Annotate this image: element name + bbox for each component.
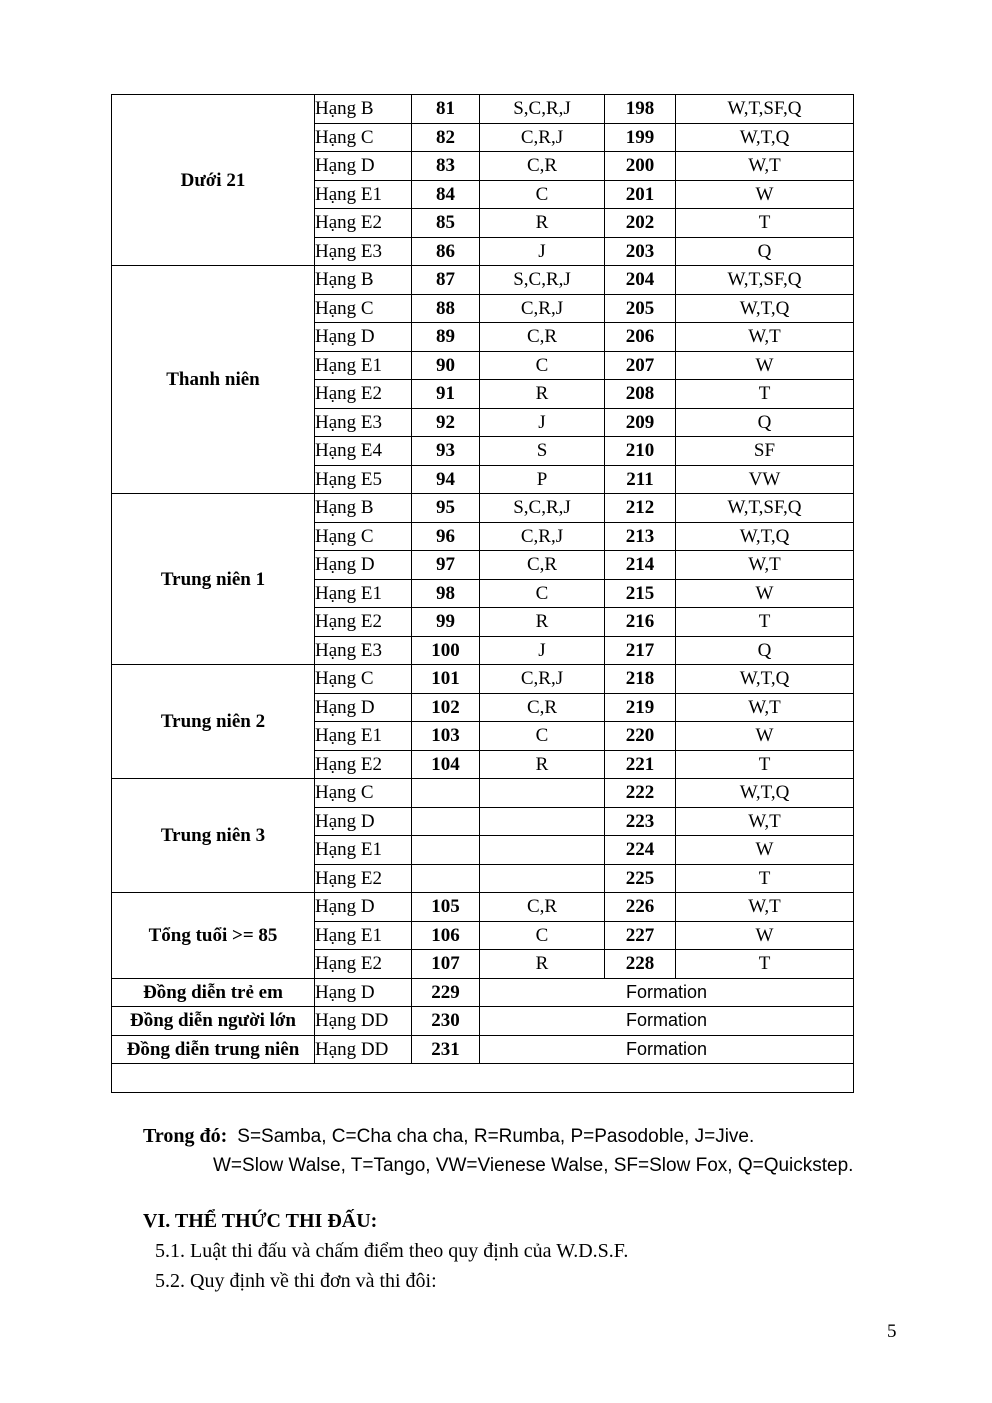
age-group-cell: Dưới 21 (112, 95, 315, 266)
table-row (112, 494, 854, 523)
standard-dances-cell: W,T (676, 893, 854, 922)
standard-event-code-cell: 226 (605, 893, 676, 922)
latin-dances-cell: C (480, 921, 605, 950)
class-cell: Hạng E1 (315, 351, 412, 380)
section-paragraph-2: 5.2. Quy định về thi đơn và thi đôi: (155, 1270, 437, 1292)
age-group-cell: Thanh niên (112, 266, 315, 494)
class-cell: Hạng E2 (315, 750, 412, 779)
standard-dances-cell: W,T,Q (676, 123, 854, 152)
standard-event-code-cell: 217 (605, 636, 676, 665)
class-cell: Hạng B (315, 95, 412, 124)
class-cell: Hạng E1 (315, 579, 412, 608)
legend (143, 1125, 754, 1148)
standard-event-code-cell: 201 (605, 180, 676, 209)
class-cell: Hạng DD (315, 1007, 412, 1036)
section-heading: VI. THỂ THỨC THI ĐẤU: (143, 1210, 378, 1232)
latin-event-code-cell: 82 (412, 123, 480, 152)
standard-event-code-cell: 212 (605, 494, 676, 523)
standard-dances-cell: W,T,SF,Q (676, 266, 854, 295)
standard-dances-cell: T (676, 380, 854, 409)
latin-dances-cell: R (480, 380, 605, 409)
latin-event-code-cell: 97 (412, 551, 480, 580)
age-group-cell: Trung niên 2 (112, 665, 315, 779)
formation-name-cell: Đồng diễn trung niên (112, 1035, 315, 1064)
latin-dances-cell: R (480, 209, 605, 238)
standard-dances-cell: W,T,SF,Q (676, 494, 854, 523)
standard-event-code-cell: 209 (605, 408, 676, 437)
standard-dances-cell: W,T (676, 152, 854, 181)
standard-dances-cell: SF (676, 437, 854, 466)
standard-dances-cell: W (676, 579, 854, 608)
standard-event-code-cell: 218 (605, 665, 676, 694)
table-row (112, 665, 854, 694)
latin-event-code-cell: 85 (412, 209, 480, 238)
class-cell: Hạng C (315, 123, 412, 152)
legend-line-2: W=Slow Walse, T=Tango, VW=Vienese Walse, SF=Slow Fox, Q=Quickstep. (213, 1155, 854, 1176)
latin-dances-cell: J (480, 237, 605, 266)
latin-dances-cell: C,R,J (480, 665, 605, 694)
standard-event-code-cell: 199 (605, 123, 676, 152)
latin-dances-cell: C,R (480, 893, 605, 922)
class-cell: Hạng B (315, 494, 412, 523)
latin-dances-cell: R (480, 608, 605, 637)
latin-dances-cell: S,C,R,J (480, 266, 605, 295)
standard-dances-cell: W,T (676, 323, 854, 352)
standard-dances-cell: T (676, 864, 854, 893)
formation-code-cell: 230 (412, 1007, 480, 1036)
standard-event-code-cell: 204 (605, 266, 676, 295)
latin-event-code-cell: 92 (412, 408, 480, 437)
latin-event-code-cell: 87 (412, 266, 480, 295)
latin-event-code-cell: 84 (412, 180, 480, 209)
standard-dances-cell: W,T,Q (676, 294, 854, 323)
standard-event-code-cell: 221 (605, 750, 676, 779)
latin-event-code-cell: 86 (412, 237, 480, 266)
standard-event-code-cell: 222 (605, 779, 676, 808)
standard-event-code-cell: 224 (605, 836, 676, 865)
class-cell: Hạng B (315, 266, 412, 295)
legend-line-1: S=Samba, C=Cha cha cha, R=Rumba, P=Pasodoble, J=Jive. (237, 1126, 755, 1147)
latin-dances-cell (480, 864, 605, 893)
standard-event-code-cell: 213 (605, 522, 676, 551)
standard-dances-cell: Q (676, 237, 854, 266)
age-group-cell: Tổng tuổi >= 85 (112, 893, 315, 979)
standard-event-code-cell: 208 (605, 380, 676, 409)
table-row (112, 893, 854, 922)
latin-dances-cell: C (480, 180, 605, 209)
standard-event-code-cell: 211 (605, 465, 676, 494)
latin-dances-cell: C (480, 722, 605, 751)
standard-dances-cell: W (676, 836, 854, 865)
formation-code-cell: 229 (412, 978, 480, 1007)
standard-dances-cell: W (676, 351, 854, 380)
empty-row (112, 1064, 854, 1093)
standard-dances-cell: Q (676, 636, 854, 665)
class-cell: Hạng D (315, 807, 412, 836)
class-cell: Hạng C (315, 522, 412, 551)
latin-dances-cell: C,R (480, 693, 605, 722)
standard-event-code-cell: 198 (605, 95, 676, 124)
latin-event-code-cell: 103 (412, 722, 480, 751)
latin-dances-cell (480, 836, 605, 865)
standard-dances-cell: T (676, 608, 854, 637)
latin-event-code-cell: 107 (412, 950, 480, 979)
standard-dances-cell: VW (676, 465, 854, 494)
class-cell: Hạng E3 (315, 408, 412, 437)
class-cell: Hạng E5 (315, 465, 412, 494)
latin-dances-cell: C,R,J (480, 294, 605, 323)
latin-event-code-cell (412, 836, 480, 865)
latin-event-code-cell: 94 (412, 465, 480, 494)
latin-dances-cell: C,R (480, 152, 605, 181)
class-cell: Hạng D (315, 152, 412, 181)
latin-event-code-cell: 98 (412, 579, 480, 608)
latin-event-code-cell: 105 (412, 893, 480, 922)
class-cell: Hạng D (315, 323, 412, 352)
legend-label: Trong đó: (143, 1125, 228, 1147)
latin-event-code-cell: 99 (412, 608, 480, 637)
standard-dances-cell: W (676, 921, 854, 950)
latin-event-code-cell: 93 (412, 437, 480, 466)
latin-event-code-cell: 100 (412, 636, 480, 665)
class-cell: Hạng C (315, 779, 412, 808)
standard-dances-cell: T (676, 209, 854, 238)
formation-type-cell: Formation (480, 1035, 854, 1064)
class-cell: Hạng E2 (315, 864, 412, 893)
standard-event-code-cell: 216 (605, 608, 676, 637)
standard-event-code-cell: 219 (605, 693, 676, 722)
class-cell: Hạng E2 (315, 380, 412, 409)
standard-dances-cell: W,T (676, 551, 854, 580)
class-cell: Hạng E3 (315, 636, 412, 665)
standard-dances-cell: W (676, 180, 854, 209)
standard-dances-cell: Q (676, 408, 854, 437)
latin-event-code-cell: 106 (412, 921, 480, 950)
formation-row (112, 1007, 854, 1036)
formation-row (112, 1035, 854, 1064)
class-cell: Hạng E2 (315, 950, 412, 979)
table-row (112, 95, 854, 124)
standard-event-code-cell: 223 (605, 807, 676, 836)
latin-dances-cell: C,R (480, 323, 605, 352)
latin-event-code-cell: 83 (412, 152, 480, 181)
formation-name-cell: Đồng diễn người lớn (112, 1007, 315, 1036)
class-cell: Hạng C (315, 665, 412, 694)
latin-event-code-cell: 101 (412, 665, 480, 694)
age-group-cell: Trung niên 3 (112, 779, 315, 893)
latin-event-code-cell: 88 (412, 294, 480, 323)
class-cell: Hạng E2 (315, 209, 412, 238)
standard-event-code-cell: 225 (605, 864, 676, 893)
standard-dances-cell: W,T,Q (676, 522, 854, 551)
latin-dances-cell: R (480, 750, 605, 779)
standard-dances-cell: T (676, 750, 854, 779)
latin-event-code-cell: 89 (412, 323, 480, 352)
standard-event-code-cell: 205 (605, 294, 676, 323)
standard-dances-cell: W,T,SF,Q (676, 95, 854, 124)
section-paragraph-1: 5.1. Luật thi đấu và chấm điểm theo quy định của W.D.S.F. (155, 1240, 629, 1262)
standard-event-code-cell: 215 (605, 579, 676, 608)
standard-dances-cell: W,T,Q (676, 779, 854, 808)
latin-dances-cell: S,C,R,J (480, 494, 605, 523)
standard-dances-cell: T (676, 950, 854, 979)
latin-dances-cell: C,R,J (480, 123, 605, 152)
latin-event-code-cell: 95 (412, 494, 480, 523)
standard-dances-cell: W,T,Q (676, 665, 854, 694)
class-cell: Hạng E1 (315, 921, 412, 950)
latin-event-code-cell (412, 807, 480, 836)
formation-name-cell: Đồng diễn trẻ em (112, 978, 315, 1007)
standard-event-code-cell: 206 (605, 323, 676, 352)
latin-dances-cell: C (480, 351, 605, 380)
class-cell: Hạng D (315, 893, 412, 922)
class-cell: Hạng D (315, 978, 412, 1007)
latin-event-code-cell: 104 (412, 750, 480, 779)
class-cell: Hạng E1 (315, 836, 412, 865)
standard-event-code-cell: 207 (605, 351, 676, 380)
class-cell: Hạng E1 (315, 722, 412, 751)
standard-event-code-cell: 210 (605, 437, 676, 466)
class-cell: Hạng E3 (315, 237, 412, 266)
latin-dances-cell (480, 807, 605, 836)
latin-dances-cell: S (480, 437, 605, 466)
class-cell: Hạng DD (315, 1035, 412, 1064)
latin-dances-cell: C,R (480, 551, 605, 580)
latin-dances-cell: S,C,R,J (480, 95, 605, 124)
competition-category-table (111, 94, 854, 1093)
latin-dances-cell: C,R,J (480, 522, 605, 551)
standard-event-code-cell: 203 (605, 237, 676, 266)
latin-dances-cell: P (480, 465, 605, 494)
latin-event-code-cell (412, 864, 480, 893)
latin-event-code-cell: 96 (412, 522, 480, 551)
latin-dances-cell: C (480, 579, 605, 608)
standard-dances-cell: W,T (676, 807, 854, 836)
latin-event-code-cell: 90 (412, 351, 480, 380)
standard-event-code-cell: 228 (605, 950, 676, 979)
standard-event-code-cell: 214 (605, 551, 676, 580)
class-cell: Hạng E2 (315, 608, 412, 637)
latin-event-code-cell: 102 (412, 693, 480, 722)
age-group-cell: Trung niên 1 (112, 494, 315, 665)
class-cell: Hạng E1 (315, 180, 412, 209)
standard-event-code-cell: 220 (605, 722, 676, 751)
standard-event-code-cell: 227 (605, 921, 676, 950)
latin-dances-cell (480, 779, 605, 808)
latin-event-code-cell (412, 779, 480, 808)
class-cell: Hạng C (315, 294, 412, 323)
standard-dances-cell: W (676, 722, 854, 751)
formation-code-cell: 231 (412, 1035, 480, 1064)
latin-dances-cell: J (480, 636, 605, 665)
formation-type-cell: Formation (480, 1007, 854, 1036)
class-cell: Hạng D (315, 551, 412, 580)
table-body (112, 95, 854, 1093)
latin-dances-cell: R (480, 950, 605, 979)
empty-cell (112, 1064, 854, 1093)
standard-dances-cell: W,T (676, 693, 854, 722)
latin-dances-cell: J (480, 408, 605, 437)
table-row (112, 266, 854, 295)
class-cell: Hạng E4 (315, 437, 412, 466)
table-row (112, 779, 854, 808)
formation-type-cell: Formation (480, 978, 854, 1007)
standard-event-code-cell: 200 (605, 152, 676, 181)
latin-event-code-cell: 91 (412, 380, 480, 409)
page-number: 5 (887, 1321, 897, 1342)
class-cell: Hạng D (315, 693, 412, 722)
latin-event-code-cell: 81 (412, 95, 480, 124)
formation-row (112, 978, 854, 1007)
standard-event-code-cell: 202 (605, 209, 676, 238)
